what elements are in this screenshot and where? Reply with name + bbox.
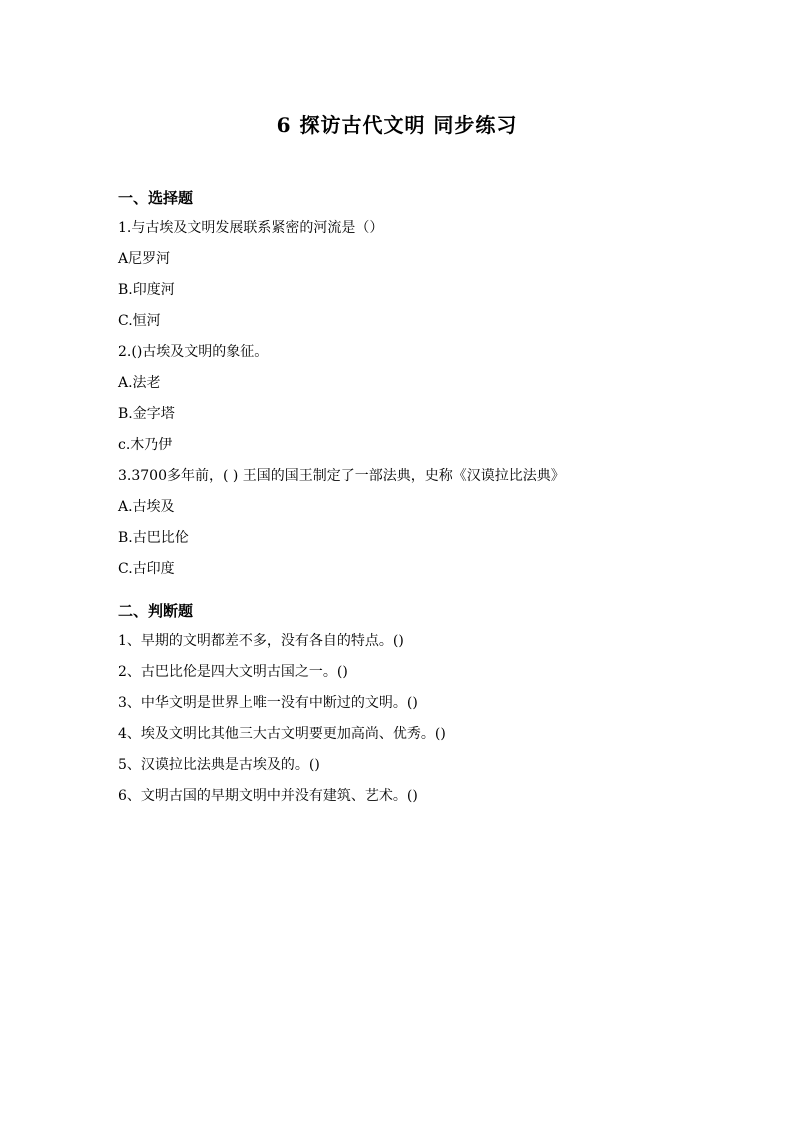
judgment-6: 6、文明古国的早期文明中并没有建筑、艺术。() — [118, 788, 418, 804]
document-content — [118, 183, 718, 812]
judgment-3: 3、中华文明是世界上唯一没有中断过的文明。() — [118, 695, 418, 711]
question-3: 3.3700多年前，( ) 王国的国王制定了一部法典，史称《汉谟拉比法典》 — [118, 468, 565, 484]
question-1-option-a: A尼罗河 — [118, 251, 171, 267]
question-1: 1.与古埃及文明发展联系紧密的河流是（） — [118, 220, 384, 236]
judgment-2: 2、古巴比伦是四大文明古国之一。() — [118, 664, 348, 680]
question-3-option-b: B.古巴比伦 — [118, 530, 189, 546]
question-1-option-c: C.恒河 — [118, 313, 161, 329]
section-true-false — [118, 596, 718, 812]
judgment-5: 5、汉谟拉比法典是古埃及的。() — [118, 757, 320, 773]
question-2-option-a: A.法老 — [118, 375, 161, 391]
section-gap — [118, 585, 718, 596]
question-2-option-b: B.金字塔 — [118, 406, 175, 422]
question-1-option-b: B.印度河 — [118, 282, 175, 298]
judgment-1: 1、早期的文明都差不多，没有各自的特点。() — [118, 633, 404, 649]
section-heading: 一、选择题 — [118, 189, 194, 207]
section-heading: 二、判断题 — [118, 602, 194, 620]
document-title: 6 探访古代文明 同步练习 — [276, 113, 518, 137]
question-3-option-c: C.古印度 — [118, 561, 175, 577]
question-3-option-a: A.古埃及 — [118, 499, 175, 515]
judgment-4: 4、埃及文明比其他三大古文明要更加高尚、优秀。() — [118, 726, 446, 742]
section-multiple-choice — [118, 183, 718, 585]
question-2-option-c: c.木乃伊 — [118, 437, 173, 453]
question-2: 2.()古埃及文明的象征。 — [118, 344, 269, 360]
